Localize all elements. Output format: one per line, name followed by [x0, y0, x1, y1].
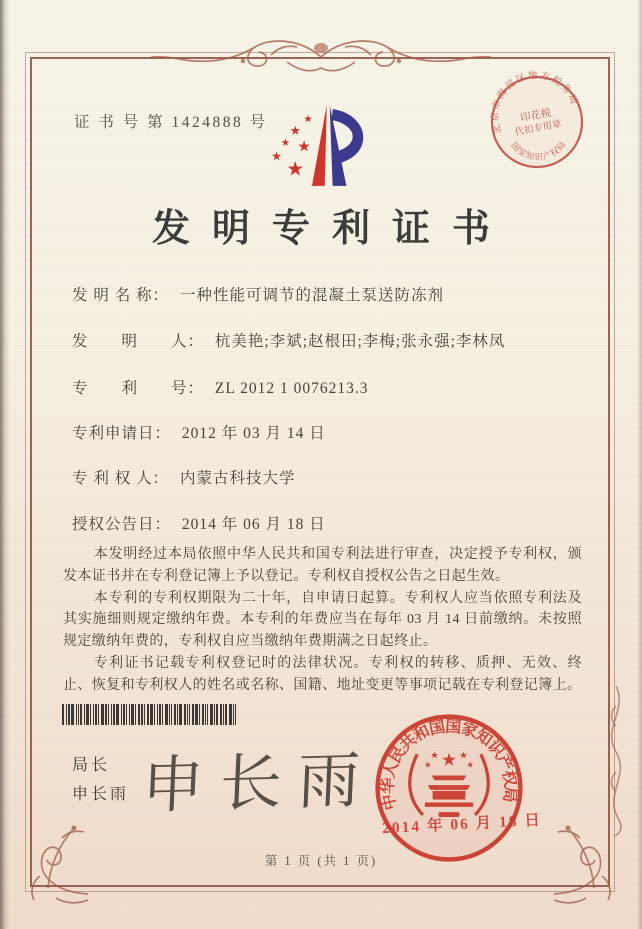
seal-date: 2014 年 06 月 18 日 [381, 811, 543, 838]
right-edge-ornament [594, 686, 634, 836]
scan-edge-shadow-right [637, 0, 642, 929]
signer-block [72, 751, 129, 809]
tax-stamp-center-line2: 代扣专用章 [514, 119, 563, 139]
field-value: 杭美艳;李斌;赵根田;李梅;张永强;李林凤 [214, 333, 506, 350]
certificate-title: 发明专利证书 [151, 208, 512, 250]
legal-text-block [63, 544, 582, 697]
field-value: 一种性能可调节的混凝土泵送防冻剂 [180, 287, 445, 304]
field-value: 内蒙古科技大学 [180, 470, 296, 487]
logo-red-wedge [312, 105, 327, 186]
legal-paragraph: 专利证书记载专利权登记时的法律状况。专利权的转移、质押、无效、终止、恢复和专利权人的姓名或名称、国籍、地址变更等事项记载在专利登记簿上。 [63, 655, 582, 693]
field-label: 专利申请日： [72, 425, 172, 442]
legal-paragraph: 本发明经过本局依照中华人民共和国专利法进行审查，决定授予专利权，颁发本证书并在专利登记簿上予以登记。专利权自授权公告之日起生效。 [63, 547, 582, 584]
field-invention-name [72, 283, 582, 305]
tax-stamp-seal [474, 59, 601, 186]
field-label: 专 利 号： [72, 380, 205, 397]
certificate-number: 证 书 号 第 1424888 号 [74, 114, 268, 131]
signer-name: 申长雨 [72, 786, 130, 803]
field-inventors [72, 329, 582, 351]
tax-stamp-top-arc-text: 北京市海淀区地方税务局 [490, 70, 579, 135]
field-patentee [72, 466, 582, 488]
field-filing-date [72, 421, 582, 443]
legal-paragraph: 本专利的专利权期限为二十年，自申请日起算。专利权人应当依照专利法及其实施细则规定缴纳年费。本专利的年费应当在每年 03 月 14 日前缴纳。未按照规定缴纳年费的，专利权自应当缴纳年费期满之日起终止。 [63, 590, 582, 650]
field-label: 发 明 名 称： [72, 287, 170, 304]
field-label: 授权公告日： [72, 516, 172, 533]
sipo-logo [252, 99, 370, 193]
sipo-official-seal [367, 706, 531, 870]
seal-ring-text: 中华人民共和国国家知识产权局 [379, 718, 519, 812]
field-label: 专 利 权 人： [72, 470, 170, 487]
field-value: 2014 年 06 月 18 日 [181, 516, 326, 533]
field-value: 2012 年 03 月 14 日 [181, 425, 326, 442]
handwritten-signature: 申长雨 [140, 746, 378, 822]
top-border-ornament [151, 35, 491, 79]
barcode [62, 704, 240, 725]
tax-stamp-center-line1: 印花税 [519, 107, 553, 125]
scan-edge-shadow-left [0, 0, 10, 929]
signer-title: 局长 [72, 757, 111, 774]
field-patent-number [72, 376, 582, 398]
field-label: 发 明 人： [72, 333, 205, 350]
tax-stamp-bottom-arc-text: 国家知识产权局 [509, 139, 568, 162]
field-value: ZL 2012 1 0076213.3 [214, 380, 369, 397]
page-footer: 第 1 页 (共 1 页) [264, 854, 378, 868]
field-grant-date [72, 512, 582, 534]
